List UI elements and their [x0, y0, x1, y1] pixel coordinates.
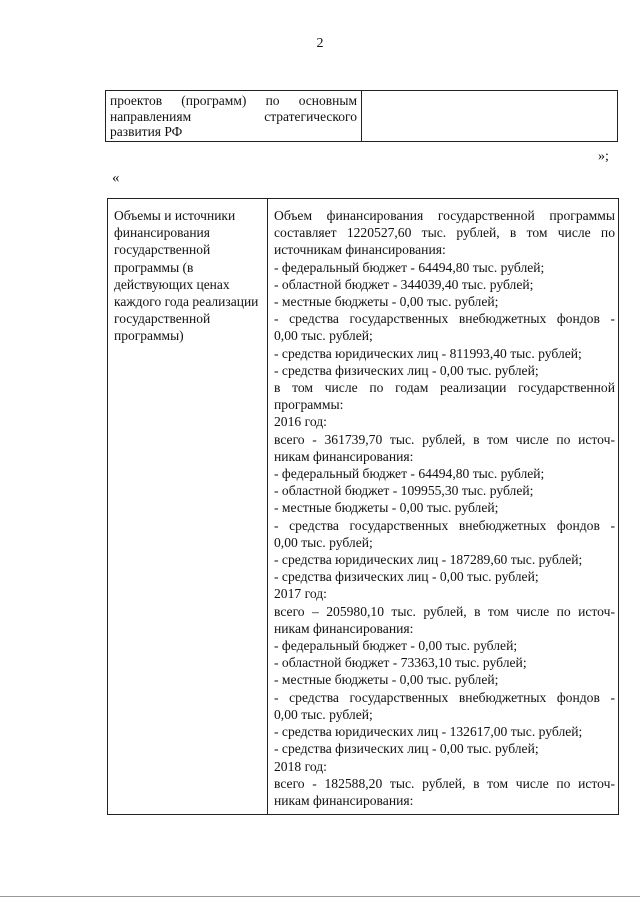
financing-line: 0,00 тыс. рублей;: [274, 328, 373, 344]
financing-line: - средства государственных внебюджетных фондов -: [274, 517, 615, 533]
financing-details-cell: [268, 199, 618, 814]
continuation-line: проектов (программ) по основным: [110, 93, 357, 108]
financing-line: в том числе по годам реализации государственной: [274, 380, 615, 396]
financing-line: 0,00 тыс. рублей;: [274, 706, 373, 722]
financing-line: - средства юридических лиц - 132617,00 тыс. рублей;: [274, 724, 583, 740]
continuation-left-cell: [106, 91, 362, 141]
financing-heading-cell: Объемы и источники финансирования государственной программы (в действующих ценах каждого года реализации государственной программы): [108, 199, 268, 814]
continuation-line: направлениям стратегического: [110, 108, 357, 124]
closing-quote: »;: [598, 149, 609, 164]
financing-line: всего - 182588,20 тыс. рублей, в том числе по источ-: [274, 775, 615, 791]
page-number: 2: [316, 36, 324, 51]
financing-line: - областной бюджет - 344039,40 тыс. рублей;: [274, 276, 534, 292]
financing-line: Объем финансирования государственной программы: [274, 208, 615, 223]
financing-line: - средства юридических лиц - 811993,40 тыс. рублей;: [274, 345, 582, 361]
financing-line: - средства государственных внебюджетных фондов -: [274, 311, 615, 327]
financing-line: - федеральный бюджет - 64494,80 тыс. рублей;: [274, 259, 545, 275]
financing-line: - областной бюджет - 73363,10 тыс. рублей;: [274, 655, 527, 671]
financing-line: составляет 1220527,60 тыс. рублей, в том числе по: [274, 225, 615, 241]
financing-line: всего - 361739,70 тыс. рублей, в том числе по источ-: [274, 431, 615, 447]
financing-line: - местные бюджеты - 0,00 тыс. рублей;: [274, 294, 499, 310]
financing-line: - средства юридических лиц - 187289,60 тыс. рублей;: [274, 552, 583, 568]
financing-line: 2017 год:: [274, 586, 327, 602]
financing-line: - областной бюджет - 109955,30 тыс. рублей;: [274, 483, 534, 499]
financing-line: - средства физических лиц - 0,00 тыс. рублей;: [274, 362, 539, 378]
continuation-table: [105, 90, 618, 142]
financing-line: 0,00 тыс. рублей;: [274, 534, 373, 550]
financing-line: программы:: [274, 397, 344, 413]
financing-line: - местные бюджеты - 0,00 тыс. рублей;: [274, 672, 499, 688]
financing-line: 2018 год:: [274, 758, 327, 774]
continuation-line: развития РФ: [110, 124, 183, 139]
financing-table: [107, 198, 619, 815]
financing-line: никам финансирования:: [274, 448, 414, 464]
financing-line: - местные бюджеты - 0,00 тыс. рублей;: [274, 500, 499, 516]
financing-line: 2016 год:: [274, 414, 327, 430]
financing-line: - средства физических лиц - 0,00 тыс. рублей;: [274, 741, 539, 757]
financing-line: - средства физических лиц - 0,00 тыс. рублей;: [274, 569, 539, 585]
financing-line: - федеральный бюджет - 64494,80 тыс. рублей;: [274, 466, 545, 482]
financing-line: - федеральный бюджет - 0,00 тыс. рублей;: [274, 638, 518, 654]
page-bottom-rule: [0, 896, 640, 897]
financing-line: никам финансирования:: [274, 792, 414, 808]
opening-quote: «: [112, 170, 120, 186]
financing-line: - средства государственных внебюджетных фондов -: [274, 689, 615, 705]
financing-line: никам финансирования:: [274, 620, 414, 636]
financing-line: всего – 205980,10 тыс. рублей, в том числе по источ-: [274, 603, 615, 619]
financing-line: источникам финансирования:: [274, 242, 446, 258]
